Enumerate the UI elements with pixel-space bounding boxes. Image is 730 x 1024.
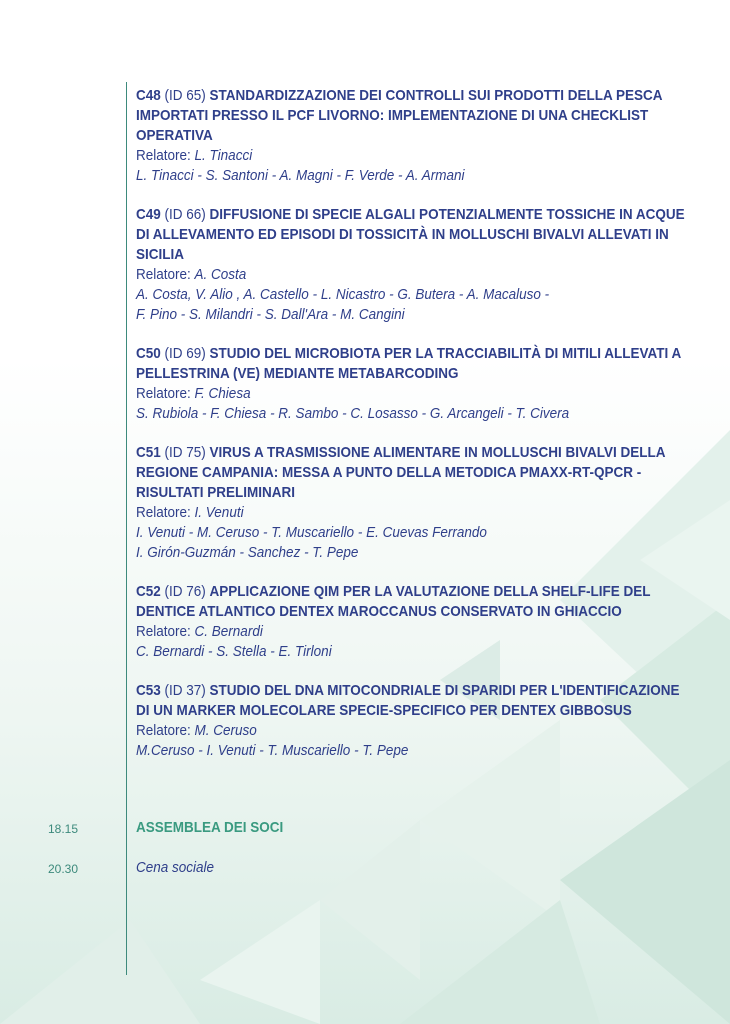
- talk-authors: L. Tinacci - S. Santoni - A. Magni - F. Verde - A. Armani: [136, 167, 465, 184]
- talk-code: C52: [136, 583, 161, 600]
- talk-title: VIRUS A TRASMISSIONE ALIMENTARE IN MOLLUSCHI BIVALVI DELLA REGIONE CAMPANIA: MESSA A PUNTO DELLA METODICA PMAXX-RT-QPCR - RISULTATI PRELIMINARI: [136, 444, 666, 501]
- talk-title: APPLICAZIONE QIM PER LA VALUTAZIONE DELLA SHELF-LIFE DEL DENTICE ATLANTICO DENTEX MAROCCANUS CONSERVATO IN GHIACCIO: [136, 583, 651, 620]
- talk-id: (ID 69): [164, 345, 206, 362]
- speaker-name: L. Tinacci: [194, 147, 253, 164]
- talk-heading: [136, 681, 692, 721]
- talk-title: STUDIO DEL DNA MITOCONDRIALE DI SPARIDI PER L'IDENTIFICAZIONE DI UN MARKER MOLECOLARE SPECIE-SPECIFICO PER DENTEX GIBBOSUS: [136, 682, 680, 719]
- speaker-name: F. Chiesa: [194, 385, 251, 402]
- talk-item: [136, 86, 692, 186]
- event-title: ASSEMBLEA DEI SOCI: [136, 819, 284, 836]
- talk-authors: A. Costa, V. Alio , A. Castello - L. Nicastro - G. Butera - A. Macaluso -: [136, 286, 550, 303]
- talk-id: (ID 76): [164, 583, 206, 600]
- speaker-name: I. Venuti: [194, 504, 244, 521]
- talk-code: C53: [136, 682, 161, 699]
- talk-code: C50: [136, 345, 161, 362]
- talk-title: STUDIO DEL MICROBIOTA PER LA TRACCIABILITÀ DI MITILI ALLEVATI A PELLESTRINA (VE) MEDIANTE METABARCODING: [136, 345, 681, 382]
- timeline-divider: [126, 82, 127, 975]
- talk-heading: [136, 86, 692, 146]
- talk-id: (ID 75): [164, 444, 206, 461]
- talk-item: [136, 443, 692, 563]
- talk-heading: [136, 205, 692, 265]
- talk-code: C51: [136, 444, 161, 461]
- talk-speaker: [136, 622, 692, 642]
- talk-speaker: [136, 503, 692, 523]
- talk-authors: S. Rubiola - F. Chiesa - R. Sambo - C. Losasso - G. Arcangeli - T. Civera: [136, 405, 570, 422]
- event-title: Cena sociale: [136, 859, 215, 876]
- talk-id: (ID 66): [164, 206, 206, 223]
- talk-speaker: [136, 384, 692, 404]
- speaker-label: Relatore:: [136, 623, 191, 640]
- talk-authors: F. Pino - S. Milandri - S. Dall'Ara - M. Cangini: [136, 306, 405, 323]
- speaker-name: A. Costa: [194, 266, 247, 283]
- talk-title: DIFFUSIONE DI SPECIE ALGALI POTENZIALMENTE TOSSICHE IN ACQUE DI ALLEVAMENTO ED EPISODI DI TOSSICITÀ IN MOLLUSCHI BIVALVI ALLEVATI IN SICILIA: [136, 206, 685, 263]
- talk-speaker: [136, 146, 692, 166]
- talk-code: C49: [136, 206, 161, 223]
- talk-authors: I. Venuti - M. Ceruso - T. Muscariello - E. Cuevas Ferrando: [136, 524, 487, 541]
- talk-id: (ID 65): [164, 87, 206, 104]
- talk-id: (ID 37): [164, 682, 206, 699]
- talk-authors: I. Girón-Guzmán - Sanchez - T. Pepe: [136, 544, 359, 561]
- talk-item: [136, 681, 692, 761]
- speaker-label: Relatore:: [136, 722, 191, 739]
- event-time: 20.30: [48, 862, 79, 876]
- talk-item: [136, 205, 692, 325]
- speaker-label: Relatore:: [136, 385, 191, 402]
- talk-speaker: [136, 265, 692, 285]
- talk-title: STANDARDIZZAZIONE DEI CONTROLLI SUI PRODOTTI DELLA PESCA IMPORTATI PRESSO IL PCF LIVORNO: IMPLEMENTAZIONE DI UNA CHECKLIST OPERATIVA: [136, 87, 663, 144]
- talk-item: [136, 344, 692, 424]
- talk-authors: C. Bernardi - S. Stella - E. Tirloni: [136, 643, 332, 660]
- talk-speaker: [136, 721, 692, 741]
- speaker-label: Relatore:: [136, 266, 191, 283]
- speaker-name: C. Bernardi: [194, 623, 263, 640]
- talk-list: [136, 86, 692, 761]
- talk-heading: [136, 582, 692, 622]
- talk-heading: [136, 443, 692, 503]
- talk-authors: M.Ceruso - I. Venuti - T. Muscariello - T. Pepe: [136, 742, 409, 759]
- speaker-name: M. Ceruso: [194, 722, 257, 739]
- session-program: [136, 86, 685, 780]
- talk-code: C48: [136, 87, 161, 104]
- speaker-label: Relatore:: [136, 504, 191, 521]
- talk-heading: [136, 344, 692, 384]
- event-time: 18.15: [48, 822, 79, 836]
- talk-item: [136, 582, 692, 662]
- speaker-label: Relatore:: [136, 147, 191, 164]
